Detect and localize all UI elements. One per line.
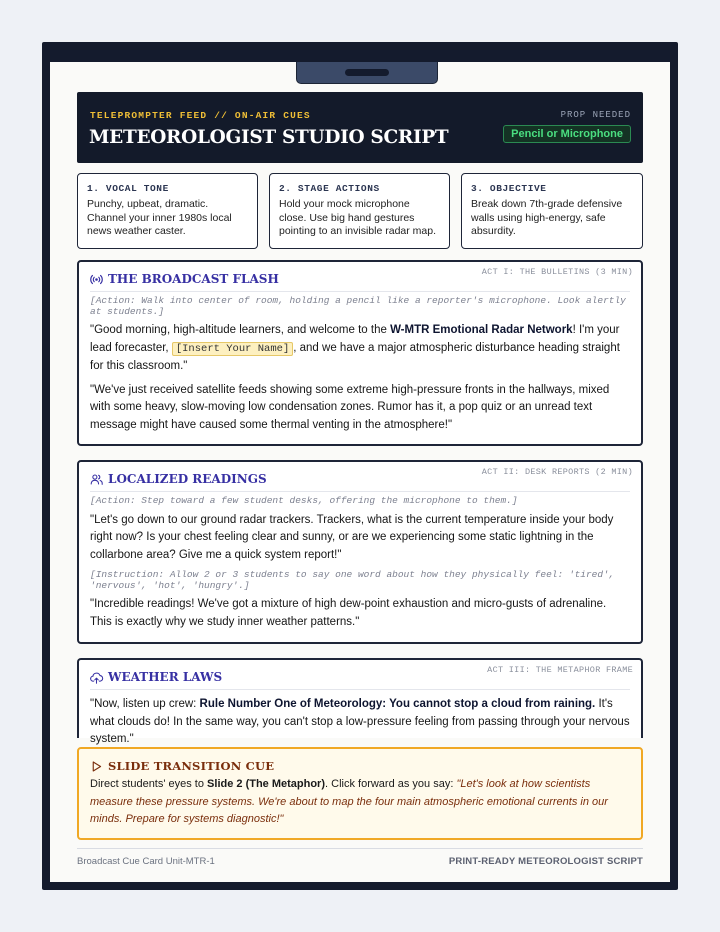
- script-paragraph: "Incredible readings! We've got a mixture of high dew-point exhaustion and micro-gusts of adrenaline. This is exactly why we study inner weather patterns.": [90, 598, 607, 628]
- footer-divider: [77, 848, 643, 849]
- page-title: METEOROLOGIST STUDIO SCRIPT: [89, 127, 449, 148]
- text-run: "Good morning, high-altitude learners, and welcome to the: [90, 324, 391, 336]
- stage-direction: [Action: Step toward a few student desks, offering the microphone to them.]: [90, 495, 518, 506]
- act-label: ACT III: THE METAPHOR FRAME: [487, 665, 633, 675]
- act-label: ACT I: THE BULLETINS (3 MIN): [481, 267, 633, 277]
- text-run: It's what clouds do! In the same way, you can't stop a low-pressure feeling from passing through your nervous system.": [90, 698, 630, 745]
- script-page: [50, 62, 670, 882]
- tip-card-objective: [461, 173, 643, 249]
- clipboard-frame: [42, 42, 678, 890]
- stage-direction: [Action: Walk into center of room, holding a pencil like a reporter's microphone. Look alertly at students.]: [90, 295, 626, 317]
- script-paragraph: [90, 322, 630, 376]
- section-title: THE BROADCAST FLASH: [108, 272, 279, 286]
- text-run: "Now, listen up crew:: [90, 698, 200, 710]
- name-placeholder: [Insert Your Name]: [172, 342, 293, 356]
- text-run: , and we have a major atmospheric disturbance heading straight for this classroom.": [90, 341, 620, 372]
- slide-transition-cue: [77, 747, 643, 840]
- footer-print-label: PRINT-READY METEOROLOGIST SCRIPT: [448, 856, 643, 867]
- tip-title: 2. STAGE ACTIONS: [279, 183, 380, 194]
- section-localized-readings: [77, 460, 643, 644]
- script-paragraph: "Let's go down to our ground radar trackers. Trackers, what is the current temperature inside your body right now? Is your chest feeling clear and sunny, or are we experiencing some static lightning in the collarbone area? Give me a quick system report!": [90, 513, 614, 561]
- stage-instruction: [Instruction: Allow 2 or 3 students to say one word about how they physically feel: 'tired', 'nervous', 'hot', 'hungry'.]: [90, 569, 615, 591]
- cue-quote: "Let's look at how scientists measure these pressure systems. We're about to map the four main atmospheric emotional currents in our minds. Prepare for systems diagnostic!": [90, 778, 608, 825]
- tip-body: Break down 7th-grade defensive walls using high-energy, safe absurdity.: [471, 198, 623, 237]
- header-kicker: TELEPROMPTER FEED // ON-AIR CUES: [90, 110, 311, 121]
- cue-body: [90, 776, 630, 829]
- text-run: ! I'm your lead forecaster,: [90, 324, 620, 354]
- clip-slot: [345, 69, 389, 76]
- tip-body: Hold your mock microphone close. Use big hand gestures pointing to an invisible radar map.: [279, 198, 437, 237]
- tip-title: 3. OBJECTIVE: [471, 183, 547, 194]
- users-icon: [90, 473, 103, 486]
- tip-card-stage-actions: [269, 173, 450, 249]
- tip-body: Punchy, upbeat, dramatic. Channel your inner 1980s local news weather caster.: [87, 198, 232, 237]
- slide-reference: Slide 2 (The Metaphor): [207, 778, 326, 790]
- section-title: LOCALIZED READINGS: [108, 472, 267, 486]
- prop-label: PROP NEEDED: [560, 110, 631, 120]
- prop-badge: Pencil or Microphone: [503, 125, 631, 143]
- section-title: WEATHER LAWS: [108, 670, 223, 684]
- cue-header: [90, 759, 630, 773]
- section-broadcast-flash: [77, 260, 643, 446]
- script-header: [77, 92, 643, 163]
- text-run: . Click forward as you say:: [325, 778, 457, 790]
- cue-title: SLIDE TRANSITION CUE: [108, 759, 275, 773]
- footer-unit-label: Broadcast Cue Card Unit-MTR-1: [77, 856, 215, 867]
- act-label: ACT II: DESK REPORTS (2 MIN): [481, 467, 633, 477]
- tip-title: 1. VOCAL TONE: [87, 183, 169, 194]
- broadcast-icon: [90, 273, 103, 286]
- text-run: Direct students' eyes to: [90, 778, 208, 790]
- network-name: W-MTR Emotional Radar Network: [390, 324, 573, 336]
- rule-statement: Rule Number One of Meteorology: You cannot stop a cloud from raining.: [199, 698, 596, 710]
- script-paragraph: [90, 696, 630, 749]
- script-paragraph: "We've just received satellite feeds showing some extreme high-pressure fronts in the hallways, mixed with some heavy, slow-moving low condensation zones. Rumor has it, a pop quiz or an unread text message might have caused some thermal venting in the atmosphere!": [90, 383, 610, 431]
- tip-card-vocal-tone: [77, 173, 258, 249]
- cloud-upload-icon: [90, 671, 103, 684]
- clipboard-clip: [296, 62, 438, 84]
- play-icon: [90, 760, 103, 773]
- section-weather-laws: [77, 658, 643, 745]
